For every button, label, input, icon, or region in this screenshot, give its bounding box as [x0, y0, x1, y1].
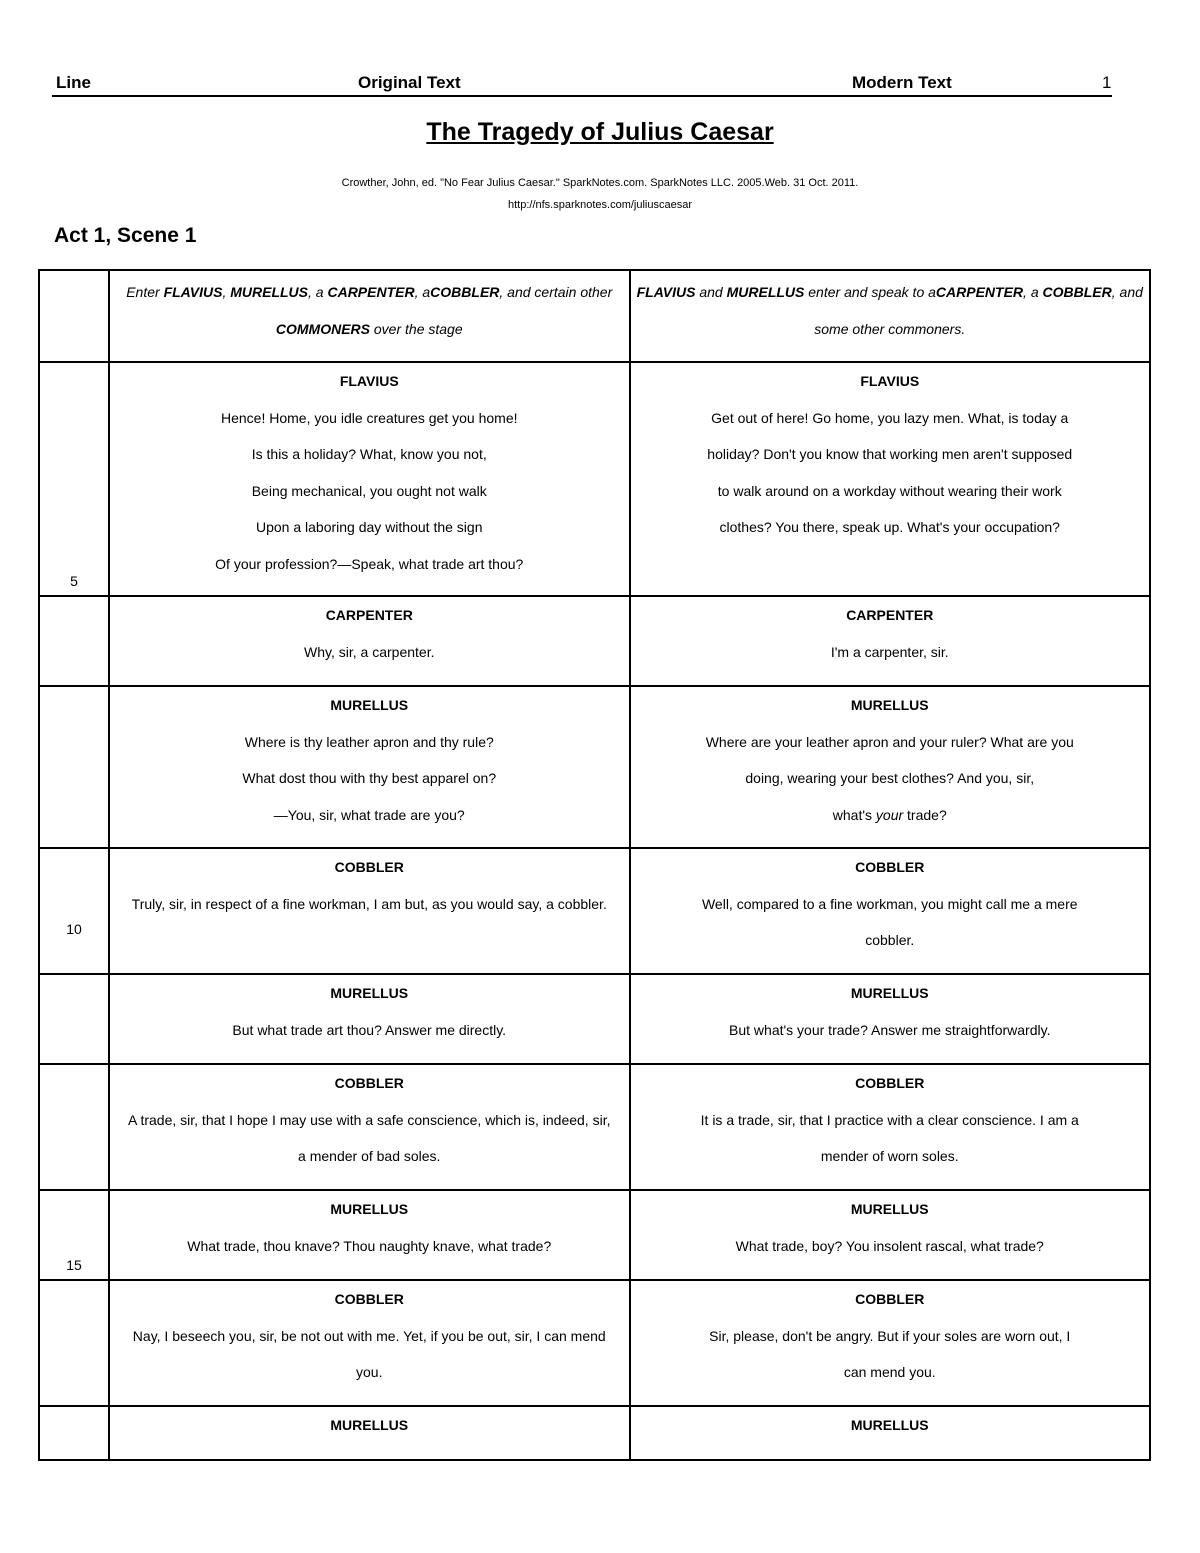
- speaker-name: COBBLER: [855, 859, 925, 875]
- document-title: The Tragedy of Julius Caesar: [426, 118, 774, 146]
- table-row: [39, 362, 1150, 596]
- modern-line: to walk around on a workday without wearing their work: [717, 482, 1062, 499]
- line-number-cell: [39, 1280, 109, 1406]
- modern-line: What trade, boy? You insolent rascal, what trade?: [735, 1237, 1044, 1254]
- modern-text-cell: [630, 848, 1151, 974]
- line-number-cell: [39, 1190, 109, 1280]
- table-row: [39, 1406, 1150, 1460]
- speaker-name: COBBLER: [334, 1075, 404, 1091]
- line-number-cell: [39, 362, 109, 596]
- header-original-label: Original Text: [358, 73, 461, 92]
- original-line: What dost thou with thy best apparel on?: [242, 770, 497, 786]
- modern-line: Well, compared to a fine workman, you might call me a mere: [701, 895, 1078, 912]
- line-number-cell: [39, 596, 109, 686]
- modern-line: I'm a carpenter, sir.: [830, 643, 949, 660]
- modern-text-cell: [630, 1406, 1151, 1460]
- line-number: 10: [66, 921, 82, 937]
- modern-line: what's your trade?: [832, 806, 947, 823]
- line-number: 5: [70, 573, 78, 589]
- stage-direction-modern: FLAVIUS and MURELLUS enter and speak to aCARPENTER, a COBBLER, and some other commoners.: [630, 270, 1151, 362]
- stage-direction-original: Enter FLAVIUS, MURELLUS, a CARPENTER, aCOBBLER, and certain other COMMONERS over the stage: [109, 270, 630, 362]
- modern-line: cobbler.: [865, 932, 915, 948]
- character-name: COMMONERS: [275, 320, 370, 337]
- original-line: What trade, thou knave? Thou naughty knave, what trade?: [187, 1237, 552, 1254]
- modern-text-cell: [630, 1064, 1151, 1190]
- original-text-cell: [109, 974, 630, 1064]
- speaker-name: FLAVIUS: [339, 373, 399, 389]
- original-text-cell: [109, 686, 630, 848]
- original-line: —You, sir, what trade are you?: [273, 806, 465, 823]
- speaker-name: MURELLUS: [850, 697, 929, 713]
- original-line: Is this a holiday? What, know you not,: [251, 446, 487, 462]
- modern-line: Sir, please, don't be angry. But if your soles are worn out, I: [709, 1327, 1071, 1344]
- character-name: MURELLUS: [726, 284, 805, 300]
- line-number-cell: [39, 1064, 109, 1190]
- line-number-cell: [39, 270, 109, 362]
- citation-line-1: Crowther, John, ed. "No Fear Julius Caesar." SparkNotes.com. SparkNotes LLC. 2005.Web. 31 Oct. 2011.: [341, 177, 859, 189]
- line-number-cell: [39, 686, 109, 848]
- line-number-cell: [39, 848, 109, 974]
- modern-line: But what's your trade? Answer me straightforwardly.: [729, 1021, 1051, 1038]
- character-name: COBBLER: [1042, 284, 1112, 300]
- speaker-name: COBBLER: [334, 1291, 404, 1307]
- original-line: Where is thy leather apron and thy rule?: [244, 733, 494, 750]
- speaker-name: MURELLUS: [330, 1201, 409, 1217]
- original-line: Hence! Home, you idle creatures get you home!: [221, 409, 518, 426]
- table-row: [39, 686, 1150, 848]
- original-text-cell: [109, 596, 630, 686]
- speaker-name: COBBLER: [855, 1291, 925, 1307]
- original-line: a mender of bad soles.: [298, 1148, 441, 1164]
- speaker-name: MURELLUS: [850, 985, 929, 1001]
- table-row: [39, 1190, 1150, 1280]
- modern-line: holiday? Don't you know that working men aren't supposed: [707, 446, 1073, 462]
- column-header: [52, 73, 1112, 97]
- original-line: you.: [356, 1364, 383, 1380]
- table-row: [39, 1064, 1150, 1190]
- speaker-name: MURELLUS: [850, 1201, 929, 1217]
- modern-line: doing, wearing your best clothes? And you, sir,: [745, 770, 1035, 786]
- speaker-name: MURELLUS: [330, 1417, 409, 1433]
- speaker-name: FLAVIUS: [860, 373, 920, 389]
- original-text-cell: [109, 1064, 630, 1190]
- table-row: [39, 270, 1150, 362]
- table-row: [39, 848, 1150, 974]
- speaker-name: MURELLUS: [330, 697, 409, 713]
- script-table: [38, 269, 1151, 1461]
- original-text-cell: [109, 848, 630, 974]
- speaker-name: CARPENTER: [846, 607, 934, 623]
- character-name: FLAVIUS: [163, 284, 223, 300]
- character-name: CARPENTER: [935, 284, 1024, 300]
- original-line: A trade, sir, that I hope I may use with a safe conscience, which is, indeed, sir,: [128, 1111, 611, 1128]
- modern-text-cell: [630, 686, 1151, 848]
- character-name: COBBLER: [430, 284, 500, 300]
- speaker-name: MURELLUS: [330, 985, 409, 1001]
- page-number: 1: [1102, 73, 1112, 92]
- character-name: MURELLUS: [230, 284, 308, 300]
- speaker-name: COBBLER: [334, 859, 404, 875]
- modern-text-cell: [630, 1280, 1151, 1406]
- original-line: Of your profession?—Speak, what trade art thou?: [215, 555, 524, 572]
- modern-text-cell: [630, 974, 1151, 1064]
- original-text-cell: [109, 1280, 630, 1406]
- header-line-label: Line: [56, 73, 91, 92]
- speaker-name: COBBLER: [855, 1075, 925, 1091]
- header-modern-label: Modern Text: [852, 73, 952, 92]
- line-number-cell: [39, 1406, 109, 1460]
- modern-line: It is a trade, sir, that I practice with a clear conscience. I am a: [700, 1111, 1079, 1128]
- modern-line: mender of worn soles.: [820, 1148, 959, 1164]
- modern-text-cell: [630, 362, 1151, 596]
- line-number-cell: [39, 974, 109, 1064]
- modern-line: Get out of here! Go home, you lazy men. What, is today a: [711, 409, 1069, 426]
- character-name: CARPENTER: [327, 284, 415, 300]
- original-line: Nay, I beseech you, sir, be not out with me. Yet, if you be out, sir, I can mend: [132, 1327, 606, 1344]
- table-row: [39, 596, 1150, 686]
- original-line: Upon a laboring day without the sign: [256, 519, 483, 535]
- modern-line: clothes? You there, speak up. What's your occupation?: [719, 519, 1060, 535]
- speaker-name: CARPENTER: [325, 607, 413, 623]
- modern-text-cell: [630, 596, 1151, 686]
- table-row: [39, 1280, 1150, 1406]
- modern-text-cell: [630, 1190, 1151, 1280]
- original-text-cell: [109, 362, 630, 596]
- modern-line: can mend you.: [843, 1364, 936, 1380]
- modern-line: Where are your leather apron and your ruler? What are you: [705, 733, 1074, 750]
- original-line: Truly, sir, in respect of a fine workman, I am but, as you would say, a cobbler.: [131, 895, 607, 912]
- original-line: Why, sir, a carpenter.: [304, 643, 435, 660]
- character-name: FLAVIUS: [636, 284, 696, 300]
- original-line: Being mechanical, you ought not walk: [251, 482, 487, 499]
- original-text-cell: [109, 1190, 630, 1280]
- original-text-cell: [109, 1406, 630, 1460]
- line-number: 15: [66, 1257, 82, 1273]
- speaker-name: MURELLUS: [850, 1417, 929, 1433]
- act-scene-heading: Act 1, Scene 1: [54, 224, 197, 247]
- original-line: But what trade art thou? Answer me directly.: [232, 1021, 507, 1038]
- table-row: [39, 974, 1150, 1064]
- citation-url: http://nfs.sparknotes.com/juliuscaesar: [507, 199, 693, 211]
